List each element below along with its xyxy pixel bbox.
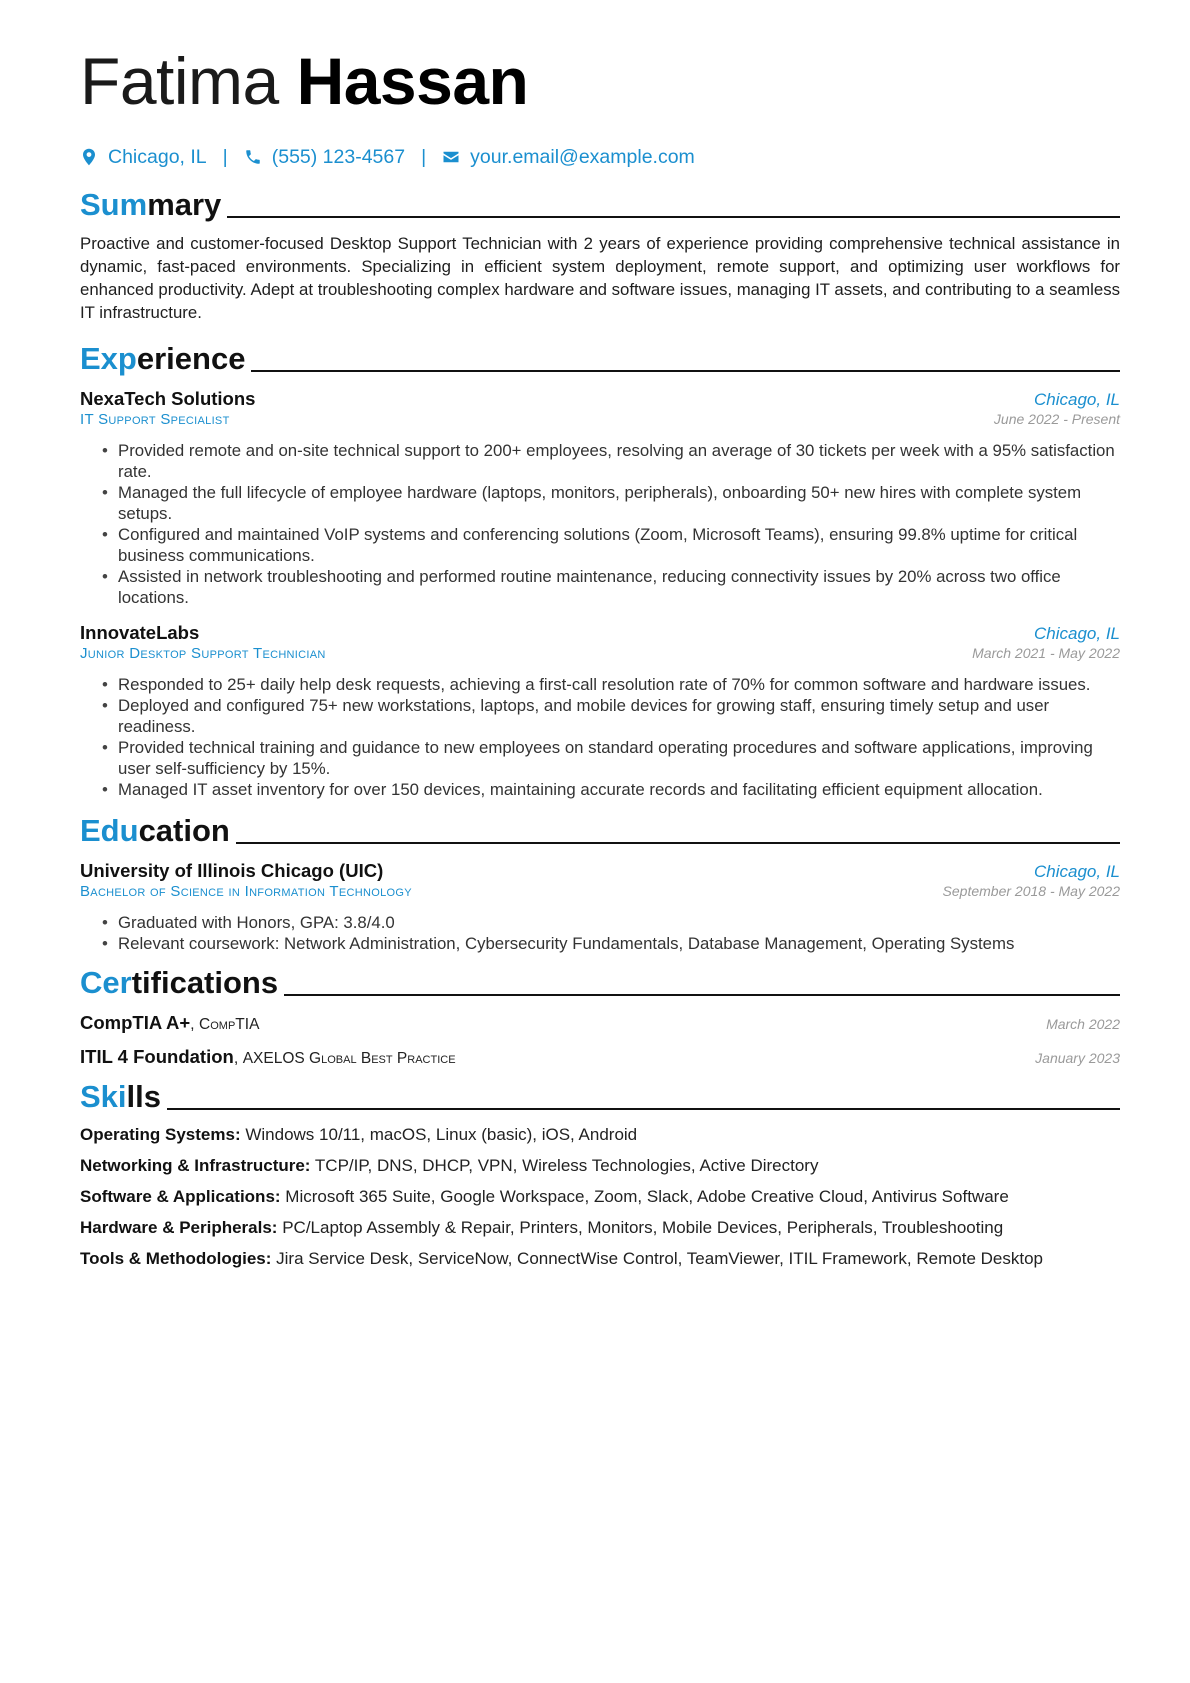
skill-label: Tools & Methodologies: xyxy=(80,1249,272,1268)
certification-item: CompTIA A+, CompTIA March 2022 xyxy=(80,1012,1120,1033)
section-title: Experience xyxy=(80,341,246,376)
certification-name: ITIL 4 Foundation xyxy=(80,1046,234,1067)
bullet-item: • Provided remote and on-site technical support to 200+ employees, resolving an average of 30 tickets per week with a 95% satisfaction rate. xyxy=(118,440,1120,482)
bullet-item: • Provided technical training and guidance to new employees on standard operating procedures and software applications, improving user self-sufficiency by 15%. xyxy=(118,737,1120,779)
contact-bar xyxy=(80,142,1120,172)
education-entry xyxy=(80,860,1120,954)
certification-date: January 2023 xyxy=(1035,1050,1120,1066)
certification-issuer: CompTIA xyxy=(199,1016,260,1033)
job-entry xyxy=(80,622,1120,800)
certification-item: ITIL 4 Foundation, AXELOS Global Best Practice January 2023 xyxy=(80,1046,1120,1067)
bullet-item: • Graduated with Honors, GPA: 3.8/4.0 xyxy=(118,912,1120,933)
bullet-item: • Managed the full lifecycle of employee hardware (laptops, monitors, peripherals), onboarding 50+ new hires with complete system setups. xyxy=(118,482,1120,524)
skill-label: Networking & Infrastructure: xyxy=(80,1156,311,1175)
bullet-item: • Configured and maintained VoIP systems and conferencing solutions (Zoom, Microsoft Teams), ensuring 99.8% uptime for critical business communications. xyxy=(118,524,1120,566)
skill-value: Jira Service Desk, ServiceNow, ConnectWise Control, TeamViewer, ITIL Framework, Remote Desktop xyxy=(276,1249,1043,1268)
section-divider xyxy=(167,1108,1120,1110)
email-link[interactable]: your.email@example.com xyxy=(470,145,695,168)
bullet-item: • Managed IT asset inventory for over 150 devices, maintaining accurate records and facilitating efficient equipment allocation. xyxy=(118,779,1120,800)
section-divider xyxy=(236,842,1120,844)
skill-value: TCP/IP, DNS, DHCP, VPN, Wireless Technologies, Active Directory xyxy=(314,1156,819,1175)
school-location: Chicago, IL xyxy=(1034,862,1120,881)
certification-name: CompTIA A+ xyxy=(80,1012,191,1033)
company-name: InnovateLabs xyxy=(80,622,200,643)
education-dates: September 2018 - May 2022 xyxy=(942,883,1120,899)
skill-label: Software & Applications: xyxy=(80,1187,281,1206)
skill-value: Windows 10/11, macOS, Linux (basic), iOS, Android xyxy=(245,1125,638,1144)
job-title: Junior Desktop Support Technician xyxy=(80,645,326,662)
skill-row xyxy=(80,1249,1120,1269)
certification-issuer: AXELOS Global Best Practice xyxy=(242,1050,456,1067)
job-bullets xyxy=(80,674,1120,800)
bullet-item: • Deployed and configured 75+ new workstations, laptops, and mobile devices for growing staff, ensuring timely setup and user readiness. xyxy=(118,695,1120,737)
skill-row xyxy=(80,1218,1120,1238)
bullet-item: • Relevant coursework: Network Administration, Cybersecurity Fundamentals, Database Management, Operating Systems xyxy=(118,933,1120,954)
job-dates: March 2021 - May 2022 xyxy=(972,645,1120,661)
map-pin-icon xyxy=(80,147,98,167)
candidate-name xyxy=(80,40,1120,122)
contact-separator: | xyxy=(421,145,427,168)
job-dates: June 2022 - Present xyxy=(993,411,1120,427)
skill-row xyxy=(80,1156,1120,1176)
envelope-icon xyxy=(442,147,460,167)
section-education-heading xyxy=(80,810,1120,848)
summary-text: Proactive and customer-focused Desktop Support Technician with 2 years of experience providing comprehensive technical assistance in dynamic, fast-paced environments. Specializing in efficient system deployment, remote support, and optimizing user workflows for enhanced productivity. Adept at troubleshooting complex hardware and software issues, managing IT assets, and contributing to a seamless IT infrastructure. xyxy=(80,234,1120,322)
section-experience-heading xyxy=(80,338,1120,376)
section-divider xyxy=(251,370,1120,372)
section-title: Education xyxy=(80,813,230,848)
section-title: Summary xyxy=(80,187,222,222)
skill-row xyxy=(80,1125,1120,1145)
phone-text: (555) 123-4567 xyxy=(271,145,406,168)
section-title: Certifications xyxy=(80,965,279,1000)
section-divider xyxy=(227,216,1120,218)
contact-separator: | xyxy=(222,145,228,168)
job-location: Chicago, IL xyxy=(1034,390,1120,409)
location-text: Chicago, IL xyxy=(108,145,207,168)
skill-row xyxy=(80,1187,1120,1207)
section-summary-heading xyxy=(80,184,1120,222)
bullet-item: • Responded to 25+ daily help desk requests, achieving a first-call resolution rate of 70% for common software and hardware issues. xyxy=(118,674,1120,695)
last-name: Hassan xyxy=(296,44,529,118)
skill-label: Hardware & Peripherals: xyxy=(80,1218,278,1237)
education-bullets xyxy=(80,912,1120,954)
section-divider xyxy=(284,994,1120,996)
bullet-item: • Assisted in network troubleshooting and performed routine maintenance, reducing connectivity issues by 20% across two office locations. xyxy=(118,566,1120,608)
first-name: Fatima xyxy=(80,44,279,118)
school-name: University of Illinois Chicago (UIC) xyxy=(80,860,384,881)
phone-icon xyxy=(244,147,262,167)
job-bullets xyxy=(80,440,1120,608)
job-entry xyxy=(80,388,1120,608)
skill-value: Microsoft 365 Suite, Google Workspace, Zoom, Slack, Adobe Creative Cloud, Antivirus Software xyxy=(285,1187,1009,1206)
section-skills-heading xyxy=(80,1076,1120,1114)
company-name: NexaTech Solutions xyxy=(80,388,256,409)
job-title: IT Support Specialist xyxy=(80,411,230,428)
section-certifications-heading xyxy=(80,962,1120,1000)
section-title: Skills xyxy=(80,1079,161,1114)
degree-title: Bachelor of Science in Information Technology xyxy=(80,883,412,900)
skill-value: PC/Laptop Assembly & Repair, Printers, Monitors, Mobile Devices, Peripherals, Troubleshooting xyxy=(282,1218,1004,1237)
skill-label: Operating Systems: xyxy=(80,1125,241,1144)
resume-page xyxy=(80,40,1120,1269)
certification-date: March 2022 xyxy=(1046,1016,1120,1032)
job-location: Chicago, IL xyxy=(1034,624,1120,643)
